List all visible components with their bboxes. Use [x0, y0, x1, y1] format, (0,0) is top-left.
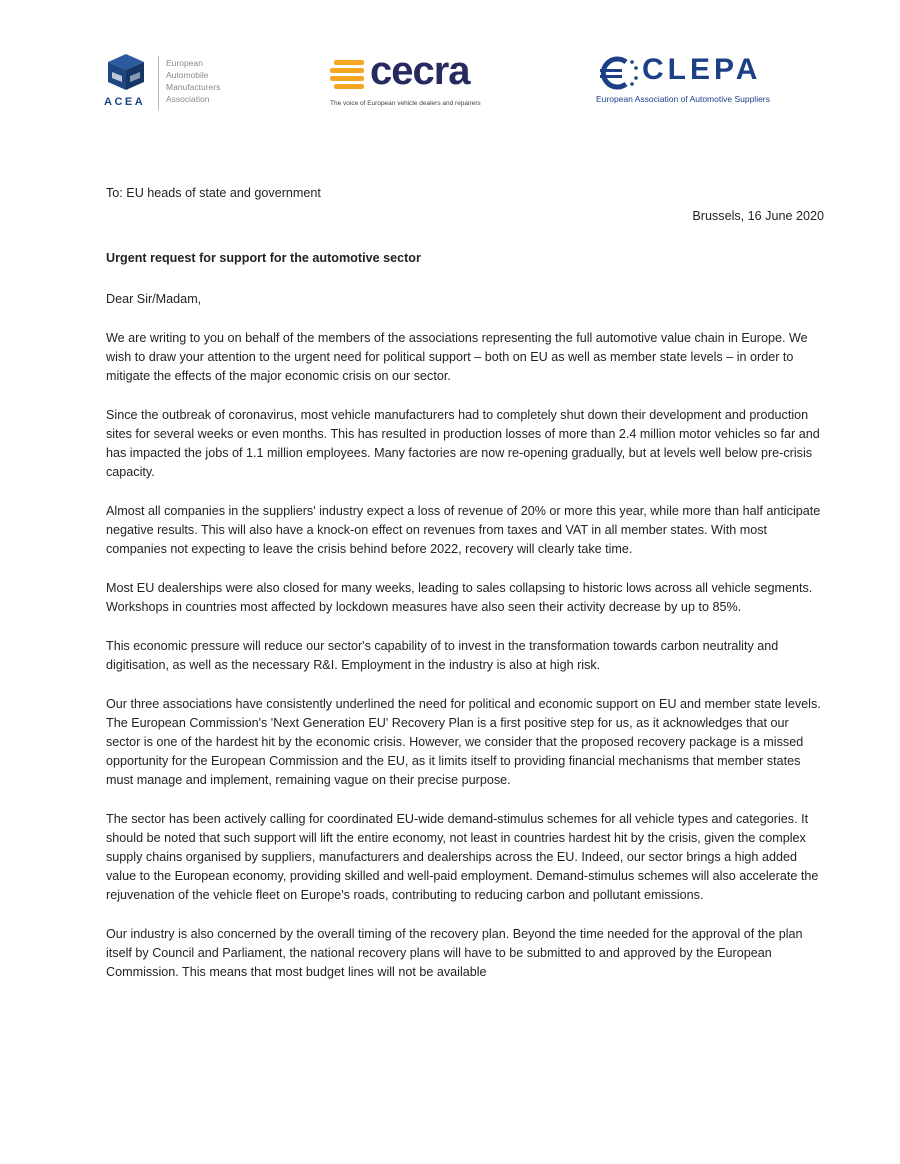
paragraph: Our three associations have consistently underlined the need for political and economic support on EU and member state levels. The European Commission's 'Next Generation EU' Recovery Plan is a first positive step for us, as it acknowledges that our sector is one of the hardest hit by the economic crisis. However, we consider that the proposed recovery package is a missed opportunity for the European Commission and the EU, as it limits itself to providing financial mechanisms that member states must manage and implement, remaining vague on their precise purpose.	[106, 697, 821, 787]
clepa-logo	[596, 54, 796, 114]
letter-body	[106, 184, 826, 982]
addressee: To: EU heads of state and government	[106, 186, 321, 200]
subject-line: Urgent request for support for the automotive sector	[106, 251, 421, 265]
paragraph: The sector has been actively calling for coordinated EU-wide demand-stimulus schemes for all vehicle types and categories. It should be noted that such support will lift the entire economy, not least in countries hardest hit by the crisis, given the complex supply chains organised by suppliers, manufacturers and dealerships across the EU. Indeed, our sector brings a high added value to the European economy, providing skilled and well-paid employment. Demand-stimulus schemes will also accelerate the rejuvenation of the vehicle fleet on Europe's roads, contributing to reducing carbon and pollutant emissions.	[106, 812, 819, 902]
acea-fullname	[166, 57, 220, 105]
clepa-wordmark: CLEPA	[642, 53, 762, 86]
letterhead-logos	[0, 44, 900, 114]
acea-line: Association	[166, 94, 210, 104]
acea-line: Automobile	[166, 70, 209, 80]
cecra-tagline: The voice of European vehicle dealers and repairers	[330, 100, 481, 107]
cecra-stripes-icon	[330, 58, 366, 92]
cecra-logo	[330, 49, 515, 112]
acea-abbreviation: ACEA	[104, 96, 146, 108]
clepa-euro-icon	[596, 56, 640, 90]
acea-line: European	[166, 58, 203, 68]
paragraph: We are writing to you on behalf of the members of the associations representing the full automotive value chain in Europe. We wish to draw your attention to the urgent need for political support – both on EU as well as member state levels – in order to mitigate the effects of the major economic crisis on our sector.	[106, 331, 808, 383]
paragraph: Most EU dealerships were also closed for many weeks, leading to sales collapsing to historic lows across all vehicle segments. Workshops in countries most affected by lockdown measures have also seen their activity decrease by up to 85%.	[106, 581, 813, 614]
paragraph: Since the outbreak of coronavirus, most vehicle manufacturers had to completely shut down their development and production sites for several weeks or even months. This has resulted in production losses of more than 2.4 million motor vehicles so far and has impacted the jobs of 1.1 million employees. Many factories are now re-opening gradually, but at levels well below pre-crisis capacity.	[106, 408, 820, 479]
acea-cube-icon	[104, 52, 148, 92]
paragraph: This economic pressure will reduce our sector's capability of to invest in the transformation towards carbon neutrality and digitisation, as well as the necessary R&I. Employment in the industry is also at high risk.	[106, 639, 779, 672]
acea-line: Manufacturers	[166, 82, 221, 92]
acea-separator	[158, 56, 159, 110]
paragraph: Our industry is also concerned by the overall timing of the recovery plan. Beyond the time needed for the approval of the plan itself by Council and Parliament, the national recovery plans will have to be submitted to and approved by the European Commission. This means that most budget lines will not be available	[106, 927, 803, 979]
cecra-wordmark: cecra	[370, 49, 470, 93]
place-date: Brussels, 16 June 2020	[692, 209, 824, 223]
salutation: Dear Sir/Madam,	[106, 292, 202, 306]
acea-logo	[104, 52, 254, 112]
paragraph: Almost all companies in the suppliers' industry expect a loss of revenue of 20% or more this year, while more than half anticipate negative results. This will also have a knock-on effect on revenues from taxes and VAT in all member states. With most companies not expecting to leave the crisis behind before 2022, recovery will clearly take time.	[106, 504, 821, 556]
clepa-tagline: European Association of Automotive Suppliers	[596, 94, 770, 104]
